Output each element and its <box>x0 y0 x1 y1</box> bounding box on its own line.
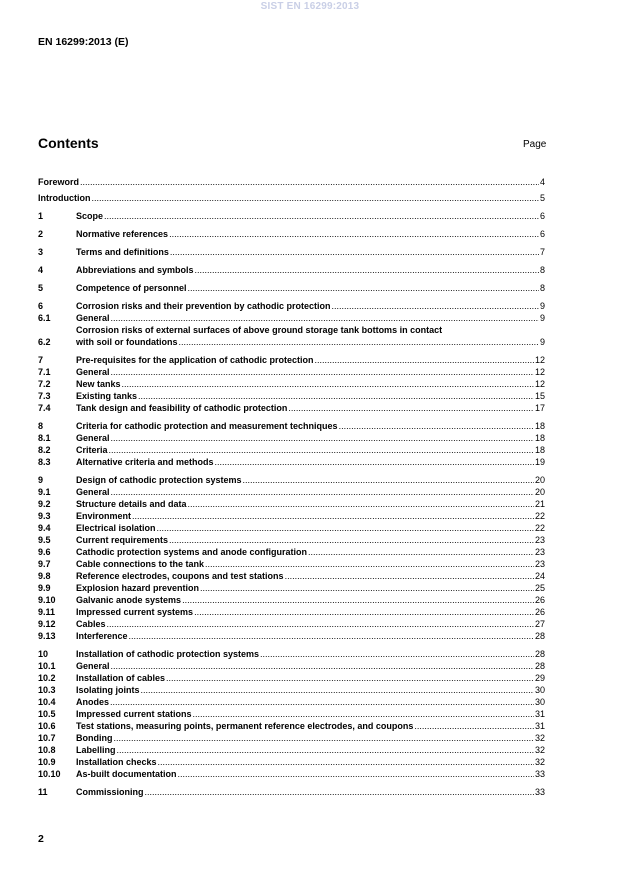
toc-entry[interactable] <box>38 265 545 276</box>
toc-entry-title: Isolating joints <box>76 685 140 695</box>
toc-leader-dots <box>80 177 539 188</box>
toc-entry-number: 7 <box>38 355 44 365</box>
toc-entry-title: Anodes <box>76 697 110 707</box>
toc-entry[interactable] <box>38 499 545 510</box>
toc-entry-number: 9.13 <box>38 631 56 641</box>
toc-entry-number: 9.9 <box>38 583 51 593</box>
toc-leader-dots <box>92 193 539 204</box>
toc-entry[interactable] <box>38 535 545 546</box>
toc-entry-page: 12 <box>534 367 545 377</box>
toc-entry-number: 9.6 <box>38 547 51 557</box>
toc-entry-page: 22 <box>534 511 545 521</box>
toc-entry-title: Commissioning <box>76 787 144 797</box>
toc-entry-page: 26 <box>534 595 545 605</box>
toc-entry-page: 21 <box>534 499 545 509</box>
toc-entry[interactable] <box>38 721 545 732</box>
toc-entry-title: Alternative criteria and methods <box>76 457 214 467</box>
toc-entry-page: 27 <box>534 619 545 629</box>
toc-entry-title: General <box>76 367 110 377</box>
toc-entry-title: Installation of cables <box>76 673 166 683</box>
toc-entry-number: 9.11 <box>38 607 56 617</box>
toc-entry[interactable] <box>38 769 545 780</box>
toc-entry-title: General <box>76 313 110 323</box>
toc-entry[interactable] <box>38 685 545 696</box>
toc-leader-dots <box>111 433 534 444</box>
toc-entry-title: Test stations, measuring points, permanent reference electrodes, and coupons <box>76 721 414 731</box>
toc-entry-page: 18 <box>534 433 545 443</box>
toc-entry-number: 5 <box>38 283 44 293</box>
toc-entry-number: 10.10 <box>38 769 61 779</box>
toc-entry[interactable] <box>38 211 545 222</box>
toc-entry-number: 10.9 <box>38 757 56 767</box>
toc-entry-number: 9.1 <box>38 487 51 497</box>
toc-entry-number: 1 <box>38 211 44 221</box>
toc-entry-page: 7 <box>539 247 545 257</box>
toc-entry-page: 5 <box>539 193 545 203</box>
toc-entry-number: 9.4 <box>38 523 51 533</box>
toc-entry[interactable] <box>38 607 545 618</box>
toc-entry[interactable] <box>38 247 545 258</box>
toc-entry[interactable] <box>38 487 545 498</box>
toc-entry-page: 9 <box>539 337 545 347</box>
toc-entry-number: 9.7 <box>38 559 51 569</box>
toc-leader-dots <box>114 733 534 744</box>
toc-leader-dots <box>104 211 539 222</box>
toc-entry-number: 4 <box>38 265 44 275</box>
toc-entry-page: 23 <box>534 535 545 545</box>
toc-entry-page: 32 <box>534 757 545 767</box>
toc-entry[interactable] <box>38 391 545 402</box>
toc-leader-dots <box>260 649 534 660</box>
toc-entry-title: As-built documentation <box>76 769 177 779</box>
toc-entry-page: 12 <box>534 379 545 389</box>
toc-entry-page: 23 <box>534 547 545 557</box>
toc-entry-title: Reference electrodes, coupons and test stations <box>76 571 284 581</box>
toc-entry[interactable] <box>38 559 545 570</box>
toc-entry-number: 9.8 <box>38 571 51 581</box>
toc-entry-page: 30 <box>534 685 545 695</box>
toc-entry[interactable] <box>38 379 545 390</box>
toc-entry-page: 22 <box>534 523 545 533</box>
toc-entry-title: Existing tanks <box>76 391 138 401</box>
toc-leader-dots <box>308 547 534 558</box>
toc-leader-dots <box>129 631 534 642</box>
toc-entry-title: Competence of personnel <box>76 283 187 293</box>
toc-leader-dots <box>157 523 534 534</box>
toc-entry[interactable] <box>38 355 545 366</box>
toc-entry-page: 18 <box>534 421 545 431</box>
toc-entry-number: 10.6 <box>38 721 56 731</box>
toc-entry[interactable] <box>38 523 545 534</box>
toc-leader-dots <box>109 445 534 456</box>
toc-entry-number: 9.3 <box>38 511 51 521</box>
toc-entry-page: 26 <box>534 607 545 617</box>
toc-entry-page: 24 <box>534 571 545 581</box>
page-number: 2 <box>38 833 44 845</box>
toc-entry-number: 9.10 <box>38 595 56 605</box>
toc-entry-page: 29 <box>534 673 545 683</box>
toc-leader-dots <box>111 487 534 498</box>
toc-entry[interactable] <box>38 433 545 444</box>
toc-entry-number: 9.5 <box>38 535 51 545</box>
toc-leader-dots <box>110 697 534 708</box>
toc-leader-dots <box>243 475 534 486</box>
toc-entry-number: 10.3 <box>38 685 56 695</box>
toc-entry-number: 10.5 <box>38 709 56 719</box>
toc-entry-title: Installation of cathodic protection systems <box>76 649 260 659</box>
toc-entry-page: 28 <box>534 631 545 641</box>
toc-entry-page: 31 <box>534 709 545 719</box>
toc-entry-page: 33 <box>534 769 545 779</box>
toc-leader-dots <box>169 229 539 240</box>
toc-entry-title: Impressed current systems <box>76 607 194 617</box>
toc-leader-dots <box>285 571 534 582</box>
toc-leader-dots <box>194 607 534 618</box>
toc-entry[interactable] <box>38 229 545 240</box>
toc-entry-page: 23 <box>534 559 545 569</box>
toc-entry[interactable] <box>38 571 545 582</box>
toc-entry-number: 6.2 <box>38 337 51 347</box>
toc-entry[interactable] <box>38 301 545 312</box>
toc-entry-title: Labelling <box>76 745 116 755</box>
toc-entry[interactable] <box>38 787 545 798</box>
toc-entry-page: 18 <box>534 445 545 455</box>
toc-entry-title: Corrosion risks and their prevention by cathodic protection <box>76 301 331 311</box>
toc-entry-page: 20 <box>534 487 545 497</box>
page-column-label: Page <box>523 139 547 150</box>
toc-leader-dots <box>193 709 534 720</box>
toc-leader-dots <box>170 247 539 258</box>
toc-entry[interactable] <box>38 673 545 684</box>
watermark: SIST EN 16299:2013 <box>260 1 360 12</box>
toc-leader-dots <box>315 355 534 366</box>
toc-entry[interactable] <box>38 403 545 414</box>
toc-entry-title: Cable connections to the tank <box>76 559 205 569</box>
toc-entry-number: 7.2 <box>38 379 51 389</box>
toc-entry[interactable] <box>38 283 545 294</box>
toc-entry-page: 28 <box>534 661 545 671</box>
toc-leader-dots <box>111 661 534 672</box>
toc-entry[interactable] <box>38 631 545 642</box>
toc-entry-number: 10.2 <box>38 673 56 683</box>
toc-entry-title: Environment <box>76 511 132 521</box>
toc-entry-title: General <box>76 487 110 497</box>
toc-entry-page: 15 <box>534 391 545 401</box>
toc-entry-title: Bonding <box>76 733 113 743</box>
toc-entry[interactable] <box>38 367 545 378</box>
toc-leader-dots <box>332 301 539 312</box>
toc-entry-page: 20 <box>534 475 545 485</box>
toc-entry[interactable] <box>38 511 545 522</box>
toc-entry-title: Introduction <box>38 193 91 203</box>
toc-entry-page: 12 <box>534 355 545 365</box>
toc-entry-page: 33 <box>534 787 545 797</box>
toc-entry-page: 28 <box>534 649 545 659</box>
toc-entry[interactable] <box>38 547 545 558</box>
toc-entry-number: 9.2 <box>38 499 51 509</box>
toc-entry-page: 9 <box>539 313 545 323</box>
toc-entry-title: Criteria for cathodic protection and measurement techniques <box>76 421 338 431</box>
toc-entry-number: 9 <box>38 475 44 485</box>
toc-entry-page: 8 <box>539 283 545 293</box>
toc-entry-title: Pre-requisites for the application of cathodic protection <box>76 355 314 365</box>
toc-leader-dots <box>138 391 534 402</box>
toc-entry-number: 3 <box>38 247 44 257</box>
toc-entry[interactable] <box>38 649 545 660</box>
toc-leader-dots <box>158 757 534 768</box>
toc-leader-dots <box>111 313 539 324</box>
toc-entry-number: 6.1 <box>38 313 51 323</box>
toc-entry-number: 10.7 <box>38 733 56 743</box>
toc-entry-number: 10 <box>38 649 49 659</box>
toc-leader-dots <box>188 283 539 294</box>
toc-entry-title: Design of cathodic protection systems <box>76 475 242 485</box>
toc-entry-title: Abbreviations and symbols <box>76 265 194 275</box>
toc-entry-title: General <box>76 661 110 671</box>
toc-leader-dots <box>178 769 534 780</box>
toc-leader-dots <box>339 421 534 432</box>
toc-leader-dots <box>215 457 534 468</box>
toc-entry-number: 8 <box>38 421 44 431</box>
toc-leader-dots <box>205 559 534 570</box>
toc-entry-number: 11 <box>38 787 48 797</box>
toc-entry[interactable] <box>38 445 545 456</box>
toc-entry-page: 32 <box>534 745 545 755</box>
toc-entry-title: Explosion hazard prevention <box>76 583 200 593</box>
toc-entry-page: 4 <box>539 177 545 187</box>
toc-entry-title: Galvanic anode systems <box>76 595 182 605</box>
toc-entry[interactable] <box>38 697 545 708</box>
toc-entry-title: Installation checks <box>76 757 157 767</box>
toc-entry[interactable] <box>38 475 545 486</box>
toc-entry-title: New tanks <box>76 379 121 389</box>
toc-leader-dots <box>117 745 534 756</box>
toc-entry[interactable] <box>38 595 545 606</box>
toc-entry[interactable] <box>38 337 545 348</box>
toc-entry-number: 8.3 <box>38 457 51 467</box>
page-title: Contents <box>38 135 99 151</box>
toc-entry[interactable] <box>38 619 545 630</box>
toc-leader-dots <box>107 619 534 630</box>
toc-entry-page: 25 <box>534 583 545 593</box>
toc-leader-dots <box>195 265 539 276</box>
toc-leader-dots <box>145 787 534 798</box>
toc-entry-title: Structure details and data <box>76 499 187 509</box>
toc-leader-dots <box>200 583 534 594</box>
toc-leader-dots <box>188 499 534 510</box>
toc-entry-page: 6 <box>539 211 545 221</box>
toc-entry-number: 8.1 <box>38 433 51 443</box>
toc-entry-title: Impressed current stations <box>76 709 192 719</box>
toc-entry-title: Cathodic protection systems and anode configuration <box>76 547 308 557</box>
toc-entry[interactable] <box>38 709 545 720</box>
toc-entry-number: 6 <box>38 301 44 311</box>
document-id: EN 16299:2013 (E) <box>38 36 129 48</box>
toc-entry-title: Normative references <box>76 229 169 239</box>
toc-entry[interactable] <box>38 313 545 324</box>
toc-entry-title-line: Corrosion risks of external surfaces of above ground storage tank bottoms in contact <box>76 325 443 335</box>
toc-entry[interactable] <box>38 583 545 594</box>
toc-leader-dots <box>141 685 534 696</box>
toc-entry-title: Interference <box>76 631 128 641</box>
toc-entry-page: 8 <box>539 265 545 275</box>
toc-entry-page: 32 <box>534 733 545 743</box>
toc-entry-page: 9 <box>539 301 545 311</box>
toc-entry-title: Scope <box>76 211 104 221</box>
toc-entry-number: 7.3 <box>38 391 51 401</box>
toc-entry-title: Terms and definitions <box>76 247 169 257</box>
toc-entry-number: 10.4 <box>38 697 56 707</box>
toc-leader-dots <box>169 535 534 546</box>
toc-entry[interactable] <box>38 745 545 756</box>
toc-entry[interactable] <box>38 177 545 188</box>
toc-entry-title: General <box>76 433 110 443</box>
toc-leader-dots <box>166 673 534 684</box>
toc-entry-title: Tank design and feasibility of cathodic protection <box>76 403 288 413</box>
toc-entry-number: 8.2 <box>38 445 51 455</box>
toc-entry-title: Cables <box>76 619 106 629</box>
toc-entry-title: with soil or foundations <box>76 337 178 347</box>
toc-entry-page: 19 <box>534 457 545 467</box>
toc-leader-dots <box>122 379 534 390</box>
toc-entry[interactable] <box>38 193 545 204</box>
toc-entry-number: 7.1 <box>38 367 51 377</box>
toc-leader-dots <box>179 337 539 348</box>
toc-entry[interactable] <box>38 421 545 432</box>
toc-leader-dots <box>414 721 534 732</box>
toc-leader-dots <box>288 403 534 414</box>
toc-entry-page: 6 <box>539 229 545 239</box>
toc-entry-page: 30 <box>534 697 545 707</box>
toc-entry-title: Foreword <box>38 177 80 187</box>
toc-entry-title: Current requirements <box>76 535 169 545</box>
toc-entry-page: 17 <box>534 403 545 413</box>
toc-entry[interactable] <box>38 757 545 768</box>
toc-entry-number: 10.8 <box>38 745 56 755</box>
toc-entry-page: 31 <box>534 721 545 731</box>
toc-entry-title: Criteria <box>76 445 108 455</box>
toc-entry-number: 10.1 <box>38 661 56 671</box>
toc-entry-number: 7.4 <box>38 403 51 413</box>
toc-entry-number: 9.12 <box>38 619 56 629</box>
toc-entry[interactable] <box>38 733 545 744</box>
toc-leader-dots <box>132 511 534 522</box>
toc-entry-title: Electrical isolation <box>76 523 156 533</box>
toc-leader-dots <box>182 595 534 606</box>
toc-entry-number: 2 <box>38 229 44 239</box>
toc-entry[interactable] <box>38 661 545 672</box>
toc-leader-dots <box>111 367 534 378</box>
toc-entry[interactable] <box>38 457 545 468</box>
